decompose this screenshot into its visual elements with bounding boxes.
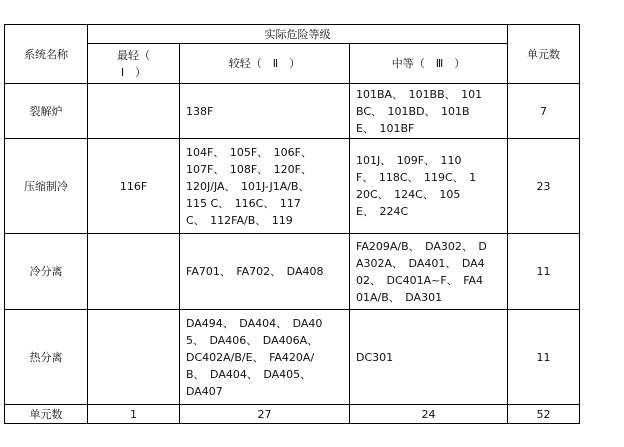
medium-item-line: E、 224C xyxy=(356,205,409,218)
table-body xyxy=(5,84,580,405)
lightest-cell xyxy=(88,234,180,310)
total-unit-count: 52 xyxy=(508,405,580,424)
medium-cell xyxy=(350,310,508,405)
lightest-cell xyxy=(88,139,180,234)
header-system-name: 系统名称 xyxy=(5,25,88,84)
medium-item-line: 20C、 124C、 105 xyxy=(356,188,461,201)
medium-item-line: FA209A/B、 DA302、 D xyxy=(356,239,487,253)
header-lighter: 较轻（ Ⅱ ） xyxy=(180,44,350,84)
lighter-cell xyxy=(180,84,350,139)
lighter-item-line: B、 DA404、 DA405、 xyxy=(186,367,312,381)
medium-item-line: DC301 xyxy=(356,350,394,364)
medium-item-line: E、 101BF xyxy=(356,121,415,135)
table-wrapper xyxy=(4,24,580,424)
medium-cell xyxy=(350,139,508,234)
total-lighter: 27 xyxy=(180,405,350,424)
medium-item-line: BC、 101BD、 101B xyxy=(356,104,470,118)
lighter-item-line: DA407 xyxy=(186,384,223,398)
header-unit-count: 单元数 xyxy=(508,25,580,84)
header-lightest-line: Ⅰ ） xyxy=(120,65,147,79)
header-lightest xyxy=(88,44,180,84)
table-row xyxy=(5,234,580,310)
header-lightest-line: 最轻（ xyxy=(117,48,150,62)
total-medium: 24 xyxy=(350,405,508,424)
lighter-item-line: FA701、 FA702、 DA408 xyxy=(186,265,324,278)
lighter-item-line: DA494、 DA404、 DA40 xyxy=(186,316,323,330)
lighter-item-line: 115 C、 116C、 117 xyxy=(186,196,301,210)
unit-count-cell: 11 xyxy=(508,310,580,405)
medium-item-line: 02、 DC401A~F、 FA4 xyxy=(356,273,484,287)
medium-cell xyxy=(350,84,508,139)
medium-item-line: A302A、 DA401、 DA4 xyxy=(356,256,485,270)
system-name-cell: 压缩制冷 xyxy=(5,139,88,234)
unit-count-cell: 23 xyxy=(508,139,580,234)
total-label: 单元数 xyxy=(5,405,88,424)
lighter-item-line: 138F xyxy=(186,104,214,118)
medium-item-line: 101J、 109F、 110 xyxy=(356,154,462,167)
lightest-item: 116F xyxy=(119,179,148,193)
medium-item-line: 101BA、 101BB、 101 xyxy=(356,87,483,101)
lighter-item-line: 120J/JA、 101J-J1A/B、 xyxy=(186,179,310,193)
unit-count-cell: 11 xyxy=(508,234,580,310)
system-name-cell: 冷分离 xyxy=(5,234,88,310)
system-name-cell: 热分离 xyxy=(5,310,88,405)
header-medium: 中等（ Ⅲ ） xyxy=(350,44,508,84)
lighter-cell xyxy=(180,310,350,405)
lighter-item-line: 107F、 108F、 120F、 xyxy=(186,162,312,176)
lightest-cell xyxy=(88,84,180,139)
lighter-item-line: 5、 DA406、 DA406A、 xyxy=(186,333,319,347)
medium-cell xyxy=(350,234,508,310)
total-row xyxy=(5,405,580,424)
header-row-1 xyxy=(5,25,580,44)
lightest-cell xyxy=(88,310,180,405)
lighter-item-line: 104F、 105F、 106F、 xyxy=(186,145,312,159)
system-name-cell: 裂解炉 xyxy=(5,84,88,139)
medium-item-line: 01A/B、 DA301 xyxy=(356,290,443,304)
table-row xyxy=(5,84,580,139)
total-lightest: 1 xyxy=(88,405,180,424)
header-row-2 xyxy=(5,44,580,84)
lighter-cell xyxy=(180,139,350,234)
lighter-item-line: DC402A/B/E、 FA420A/ xyxy=(186,350,315,364)
lighter-item-line: C、 112FA/B、 119 xyxy=(186,213,293,227)
table-row xyxy=(5,139,580,234)
lighter-cell xyxy=(180,234,350,310)
table-row xyxy=(5,310,580,405)
medium-item-line: F、 118C、 119C、 1 xyxy=(356,171,477,184)
unit-count-cell: 7 xyxy=(508,84,580,139)
header-risk-level: 实际危险等级 xyxy=(88,25,508,44)
risk-level-table xyxy=(4,24,580,424)
